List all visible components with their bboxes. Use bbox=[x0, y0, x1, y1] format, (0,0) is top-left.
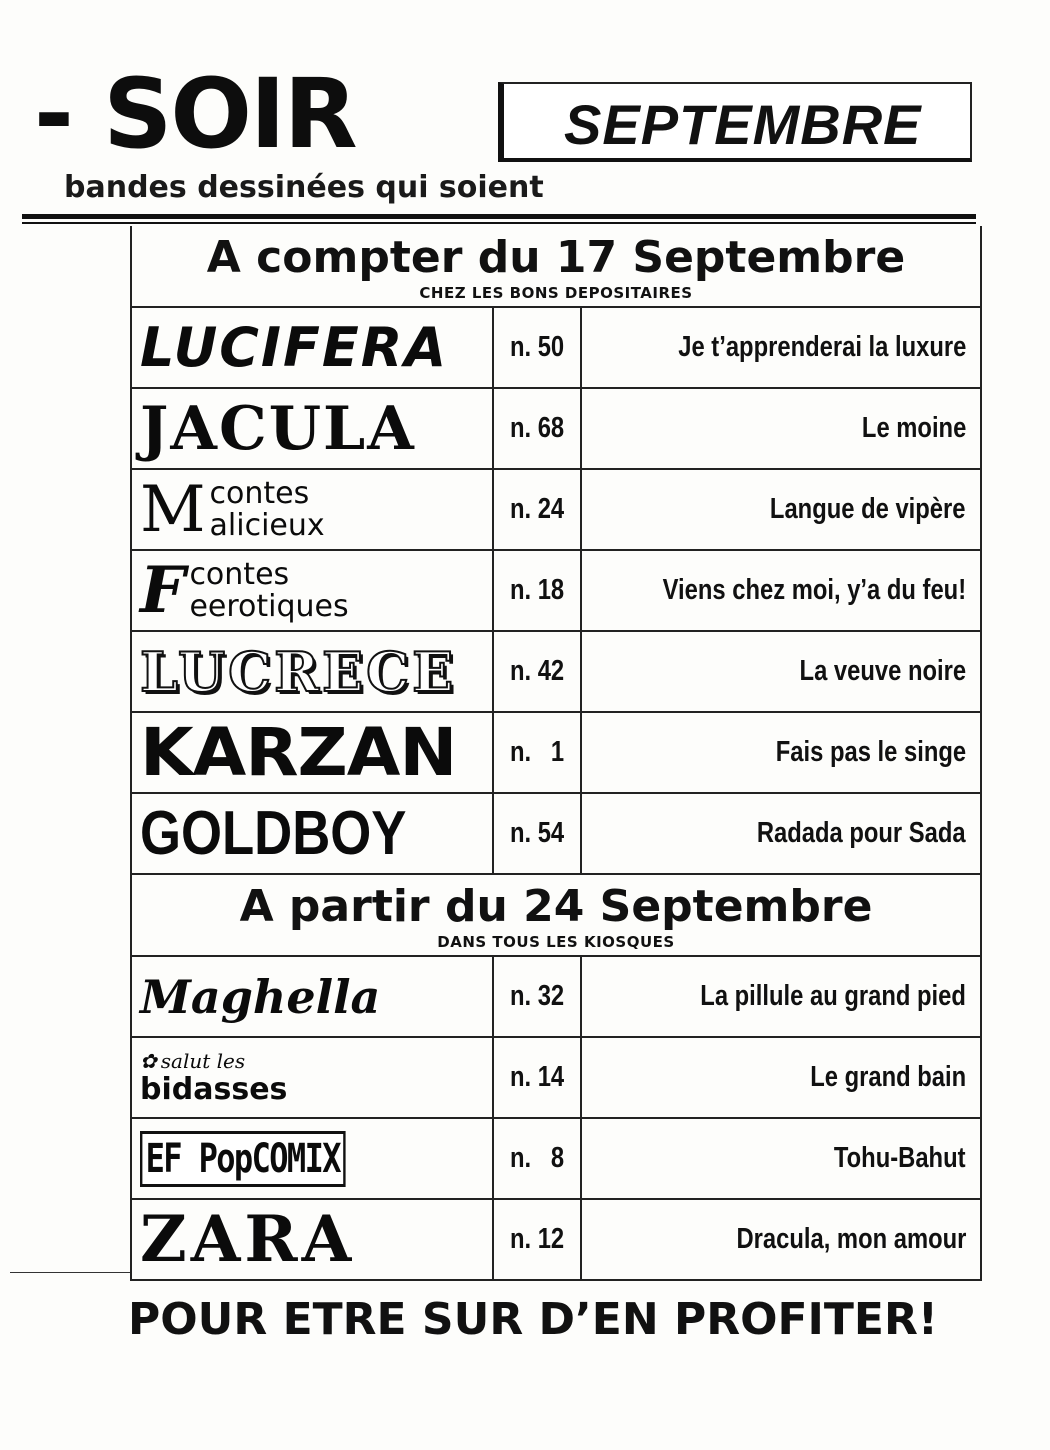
masthead-title: - SOIR bbox=[34, 58, 356, 170]
issue-number: n. 14 bbox=[509, 1061, 565, 1093]
story-title: Tohu-Bahut bbox=[834, 1142, 966, 1174]
issue-number: n. 32 bbox=[509, 980, 565, 1012]
section-header bbox=[132, 875, 980, 957]
month-box bbox=[498, 82, 972, 162]
issue-number: n. 24 bbox=[509, 493, 565, 525]
footer-slogan: POUR ETRE SUR D’EN PROFITER! bbox=[128, 1294, 938, 1345]
story-title: La veuve noire bbox=[799, 655, 966, 687]
release-table bbox=[130, 226, 982, 1281]
maghella-logo: Maghella bbox=[140, 969, 381, 1024]
lucifera-logo: LUCIFERA bbox=[140, 316, 449, 379]
logo-line: bidasses bbox=[140, 1071, 288, 1107]
issue-number: n. 1 bbox=[509, 736, 565, 768]
contes-malicieux-logo bbox=[140, 472, 325, 547]
story-title: Le moine bbox=[861, 412, 966, 444]
story-title: Fais pas le singe bbox=[775, 736, 966, 768]
story-title: Viens chez moi, y’a du feu! bbox=[662, 574, 966, 606]
issue-number: n. 50 bbox=[509, 331, 565, 363]
logo-line: eerotiques bbox=[189, 588, 349, 624]
story-title: Langue de vipère bbox=[770, 493, 966, 525]
flower-icon: ✿ bbox=[140, 1048, 157, 1073]
issue-number: n. 12 bbox=[509, 1223, 565, 1255]
story-title: Le grand bain bbox=[810, 1061, 966, 1093]
header-rule bbox=[22, 214, 976, 219]
zara-logo: ZARA bbox=[140, 1202, 356, 1277]
section-heading: A compter du 17 Septembre bbox=[206, 232, 906, 283]
story-title: Dracula, mon amour bbox=[736, 1223, 966, 1255]
issue-number: n. 8 bbox=[509, 1142, 565, 1174]
bottom-rule bbox=[10, 1272, 130, 1273]
story-title: Radada pour Sada bbox=[757, 817, 966, 849]
masthead-subtitle: bandes dessinées qui soient bbox=[64, 170, 544, 205]
table-row bbox=[132, 957, 980, 1038]
logo-line: contes bbox=[209, 476, 310, 511]
issue-number: n. 42 bbox=[509, 655, 565, 687]
jacula-logo: JACULA bbox=[140, 393, 416, 464]
section-subheading: CHEZ LES BONS DEPOSITAIRES bbox=[419, 284, 693, 302]
table-row bbox=[132, 1200, 980, 1281]
issue-number: n. 68 bbox=[509, 412, 565, 444]
table-row bbox=[132, 470, 980, 551]
story-title: Je t’apprenderai la luxure bbox=[677, 331, 966, 363]
story-title: La pillule au grand pied bbox=[700, 980, 966, 1012]
lucrece-logo: LUCRECE bbox=[140, 639, 457, 704]
table-row bbox=[132, 308, 980, 389]
issue-number: n. 54 bbox=[509, 817, 565, 849]
logo-initial: F bbox=[140, 552, 186, 628]
logo-line: salut les bbox=[160, 1048, 246, 1073]
logo-line: alicieux bbox=[209, 507, 325, 543]
table-row bbox=[132, 713, 980, 794]
table-row bbox=[132, 1038, 980, 1119]
table-row bbox=[132, 794, 980, 875]
logo-line: contes bbox=[189, 557, 290, 592]
table-row bbox=[132, 632, 980, 713]
month-label: SEPTEMBRE bbox=[564, 93, 922, 156]
logo-initial: M bbox=[140, 472, 206, 547]
section-heading: A partir du 24 Septembre bbox=[239, 881, 873, 932]
bidasses-logo bbox=[140, 1048, 288, 1107]
issue-number: n. 18 bbox=[509, 574, 565, 606]
section-header bbox=[132, 226, 980, 308]
header-rule-thin bbox=[22, 222, 976, 224]
section-subheading: DANS TOUS LES KIOSQUES bbox=[437, 933, 675, 951]
table-row bbox=[132, 1119, 980, 1200]
table-row bbox=[132, 551, 980, 632]
goldboy-logo: GOLDBOY bbox=[140, 799, 407, 868]
karzan-logo: KARZAN bbox=[140, 714, 457, 791]
ef-popcomix-logo: EF PopCOMIX bbox=[140, 1131, 346, 1187]
contes-feerotiques-logo bbox=[140, 552, 349, 628]
table-row bbox=[132, 389, 980, 470]
